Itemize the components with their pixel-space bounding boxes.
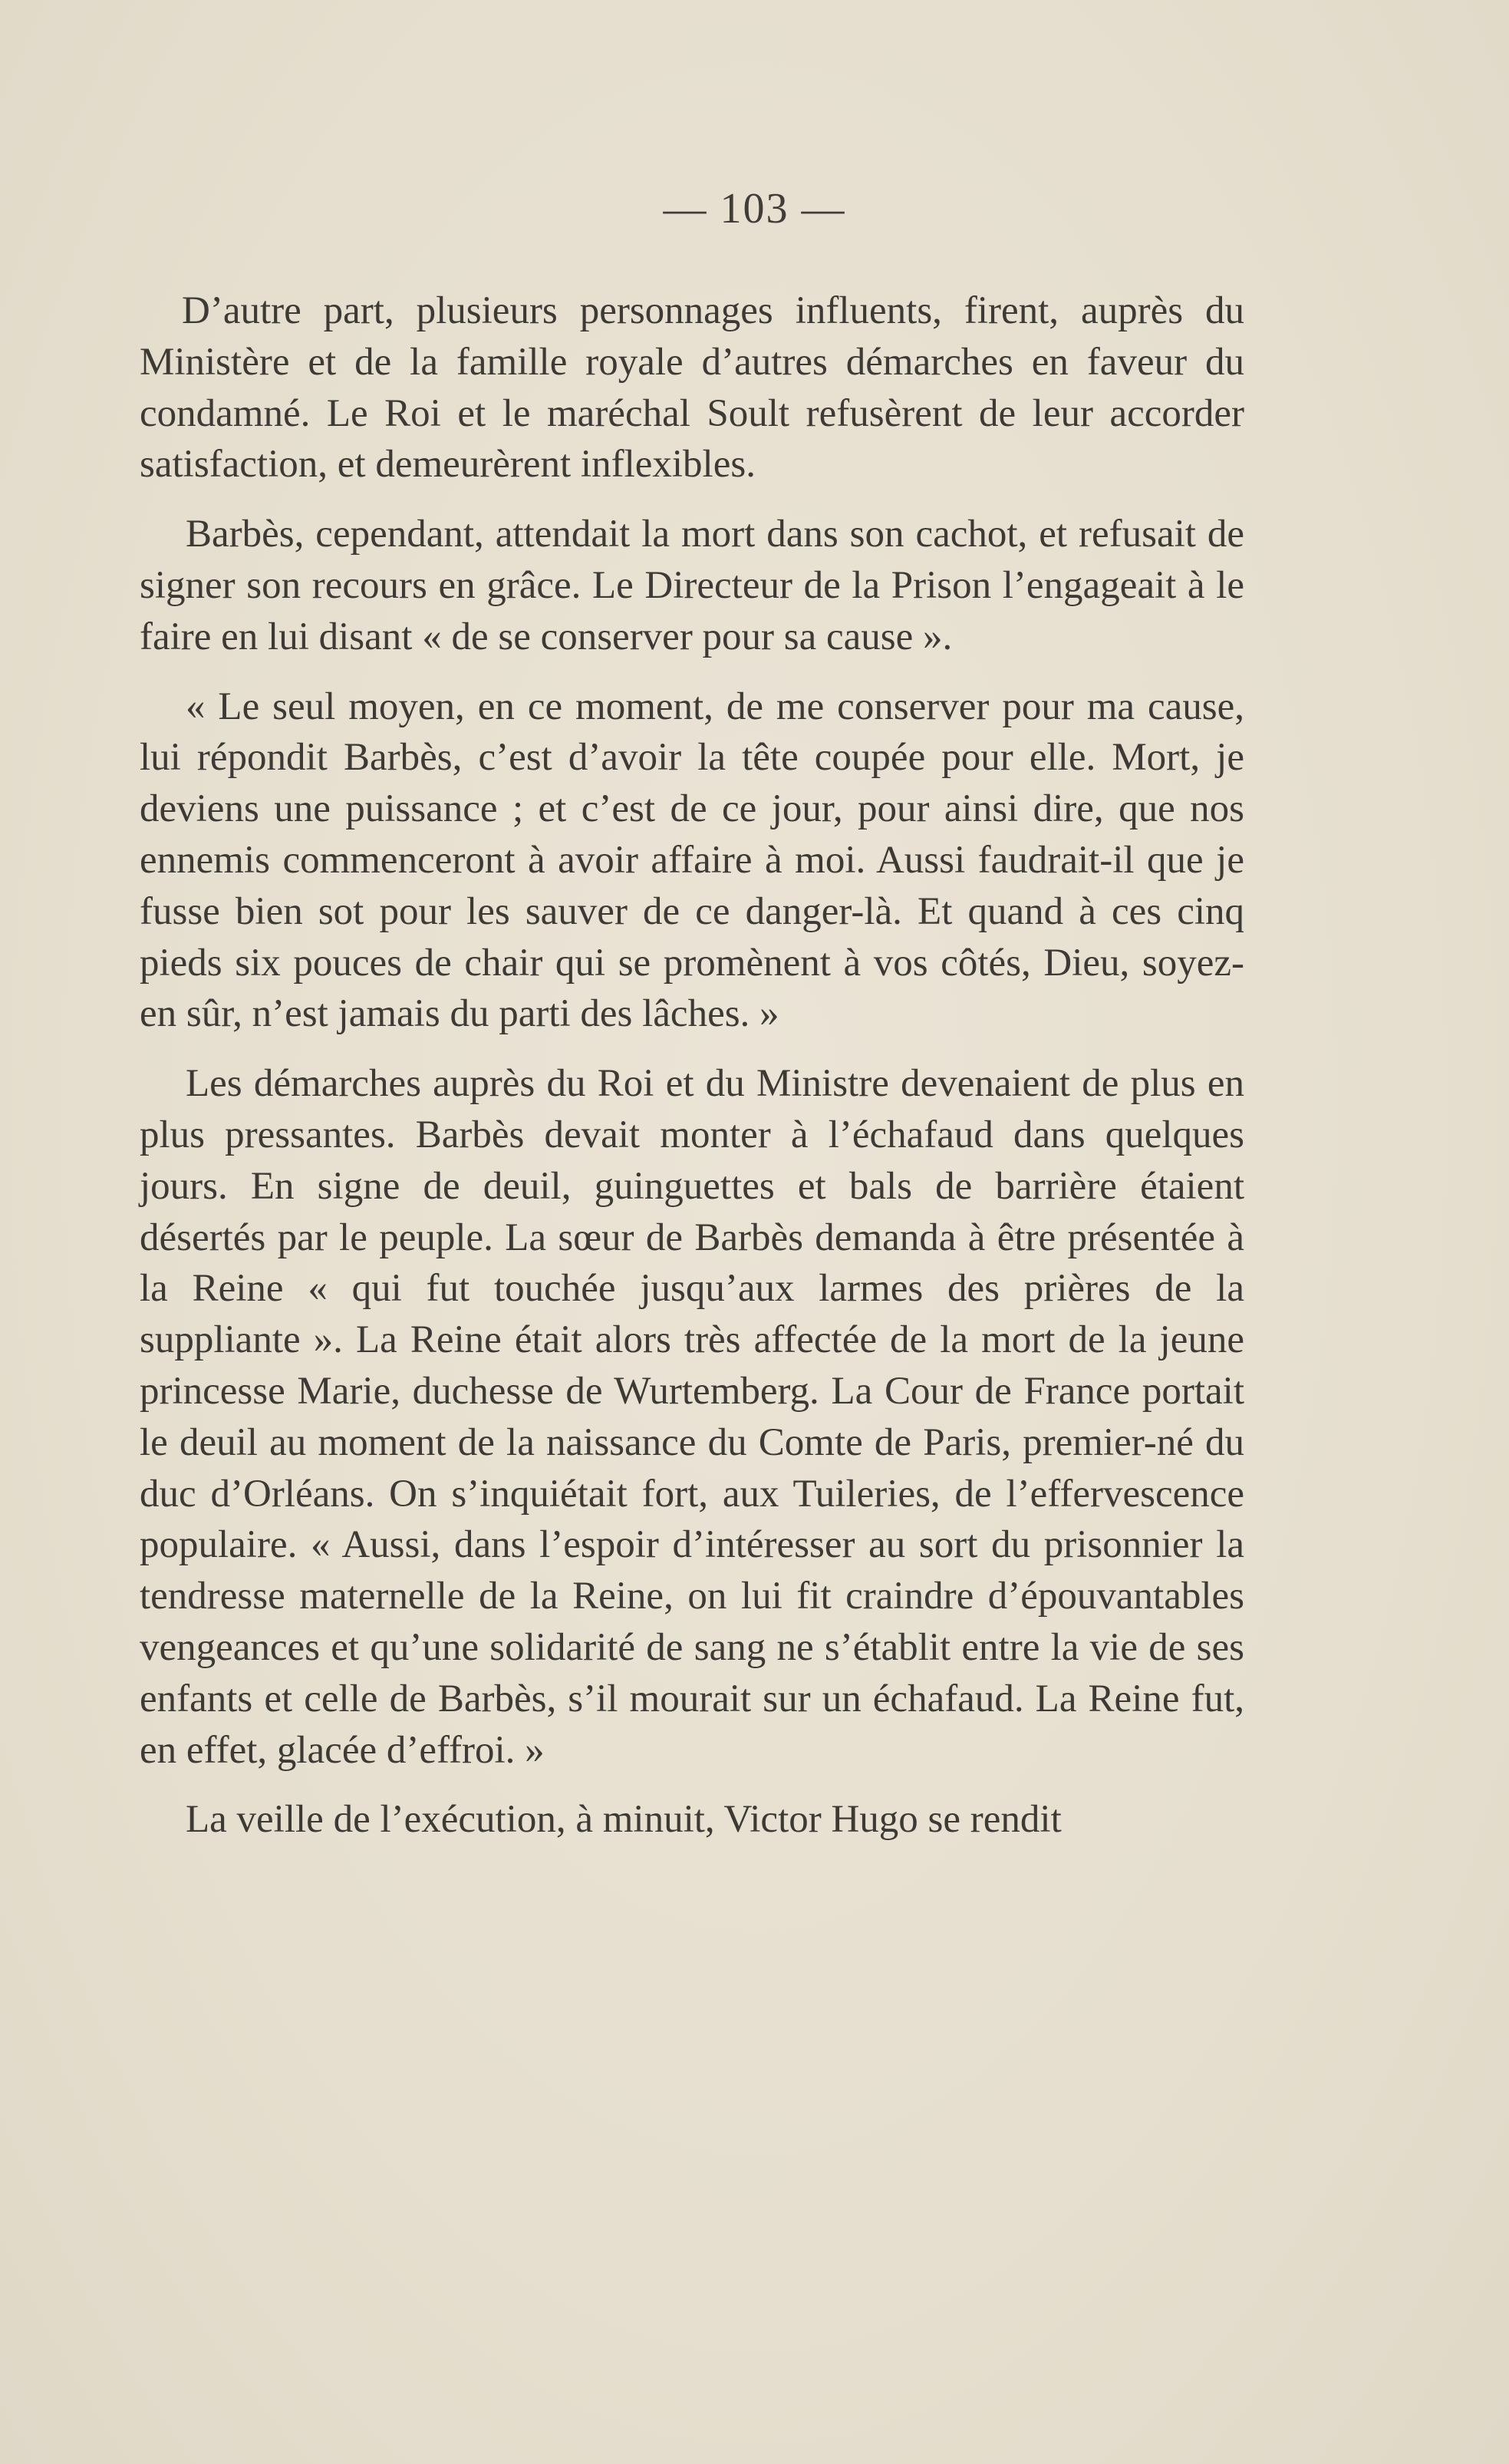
- paragraph: Les démarches auprès du Roi et du Ministre devenaient de plus en plus pressantes. Barbès devait monter à l’échafaud dans quelques jours. En signe de deuil, guinguettes et bals de barrière étaient désertés par le peuple. La sœur de Barbès demanda à être présentée à la Reine « qui fut touchée jusqu’aux larmes des prières de la suppliante ». La Reine était alors très affectée de la mort de la jeune princesse Marie, duchesse de Wurtemberg. La Cour de France portait le deuil au moment de la naissance du Comte de Paris, premier-né du duc d’Orléans. On s’inquiétait fort, aux Tuileries, de l’effervescence populaire. « Aussi, dans l’espoir d’intéresser au sort du prisonnier la tendresse maternelle de la Reine, on lui fit craindre d’épouvantables vengeances et qu’une solidarité de sang ne s’établit entre la vie de ses enfants et celle de Barbès, s’il mourait sur un échafaud. La Reine fut, en effet, glacée d’effroi. »: [140, 1062, 1244, 1772]
- body-text: [140, 285, 1244, 1864]
- paragraph: Barbès, cependant, attendait la mort dans son cachot, et refusait de signer son recours en grâce. Le Directeur de la Prison l’engageait à le faire en lui disant « de se conserver pour sa cause ».: [140, 513, 1244, 658]
- paragraph: D’autre part, plusieurs personnages influents, firent, auprès du Ministère et de la famille royale d’autres démarches en faveur du condamné. Le Roi et le maréchal Soult refusèrent de leur accorder satisfaction, et demeurèrent inflexibles.: [140, 289, 1244, 487]
- page-number: — 103 —: [663, 185, 846, 233]
- paragraph: La veille de l’exécution, à minuit, Victor Hugo se rendit: [186, 1798, 1062, 1842]
- paragraph: « Le seul moyen, en ce moment, de me conserver pour ma cause, lui répondit Barbès, c’est d’avoir la tête coupée pour elle. Mort, je deviens une puissance ; et c’est de ce jour, pour ainsi dire, que nos ennemis commenceront à avoir affaire à moi. Aussi faudrait-il que je fusse bien sot pour les sauver de ce danger-là. Et quand à ces cinq pieds six pouces de chair qui se promènent à vos côtés, Dieu, soyez-en sûr, n’est jamais du parti des lâches. »: [140, 684, 1244, 1036]
